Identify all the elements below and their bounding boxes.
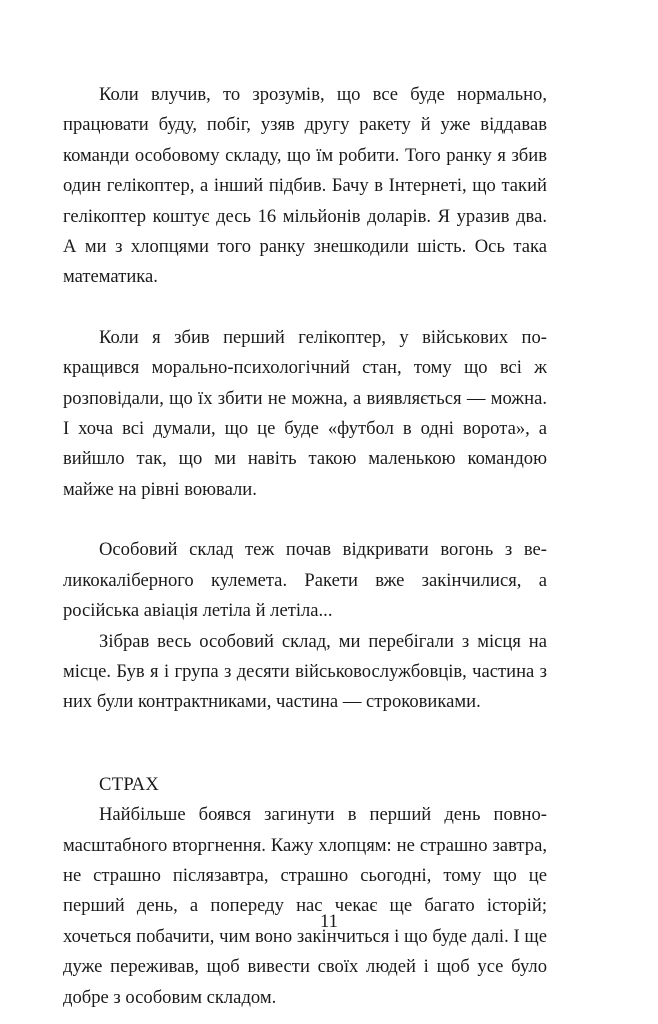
section-spacer (63, 718, 547, 770)
paragraph-spacer (63, 505, 547, 535)
section-heading: СТРАХ (99, 773, 160, 795)
page-number: 11 (320, 911, 338, 932)
page-body (63, 80, 547, 1013)
paragraph-helicopter-hit: Коли влучив, то зрозумів, що все буде нормально, працювати буду, побіг, узяв другу ракету й уже віддавав команди особовому складу, що їм робити. Того ранку я збив один гелікоптер, а інший підбив. Бачу в Інтернеті, що такий гелікоптер коштує десь 16 мільйонів доларів. Я уразив два. А ми з хлопцями того ранку знешкодили шість. Ось така математика. (63, 84, 547, 288)
paragraph-machine-gun: Особовий склад теж почав відкривати вогонь з великокаліберного кулемета. Ракети вже закінчилися, а російська авіація летіла й летіла... (63, 539, 547, 622)
paragraph-fear: Найбільше боявся загинути в перший день повномасштабного вторгнення. Кажу хлопцям: не страшно завтра, не страшно післязавтра, страшно сьогодні, тому що це перший день, а попереду нас чекає ще багато історій; хочеться побачити, чим воно закінчиться і що буде далі. І ще дуже переживав, щоб вивести своїх людей і щоб усе було добре з особовим складом. (63, 804, 547, 1008)
paragraph-morale: Коли я збив перший гелікоптер, у військових покращився морально-психологічний стан, тому що всі ж розповідали, що їх збити не можна, а виявляється — можна. І хоча всі думали, що це буде «футбол в одні ворота», а вийшло так, що ми навіть такою маленькою командою майже на рівні воювали. (63, 326, 547, 500)
paragraph-spacer (63, 293, 547, 323)
paragraph-personnel: Зібрав весь особовий склад, ми перебігали з місця на місце. Був я і група з десяти військовослужбовців, частина з них були контрактниками, частина — строковиками. (63, 630, 547, 713)
